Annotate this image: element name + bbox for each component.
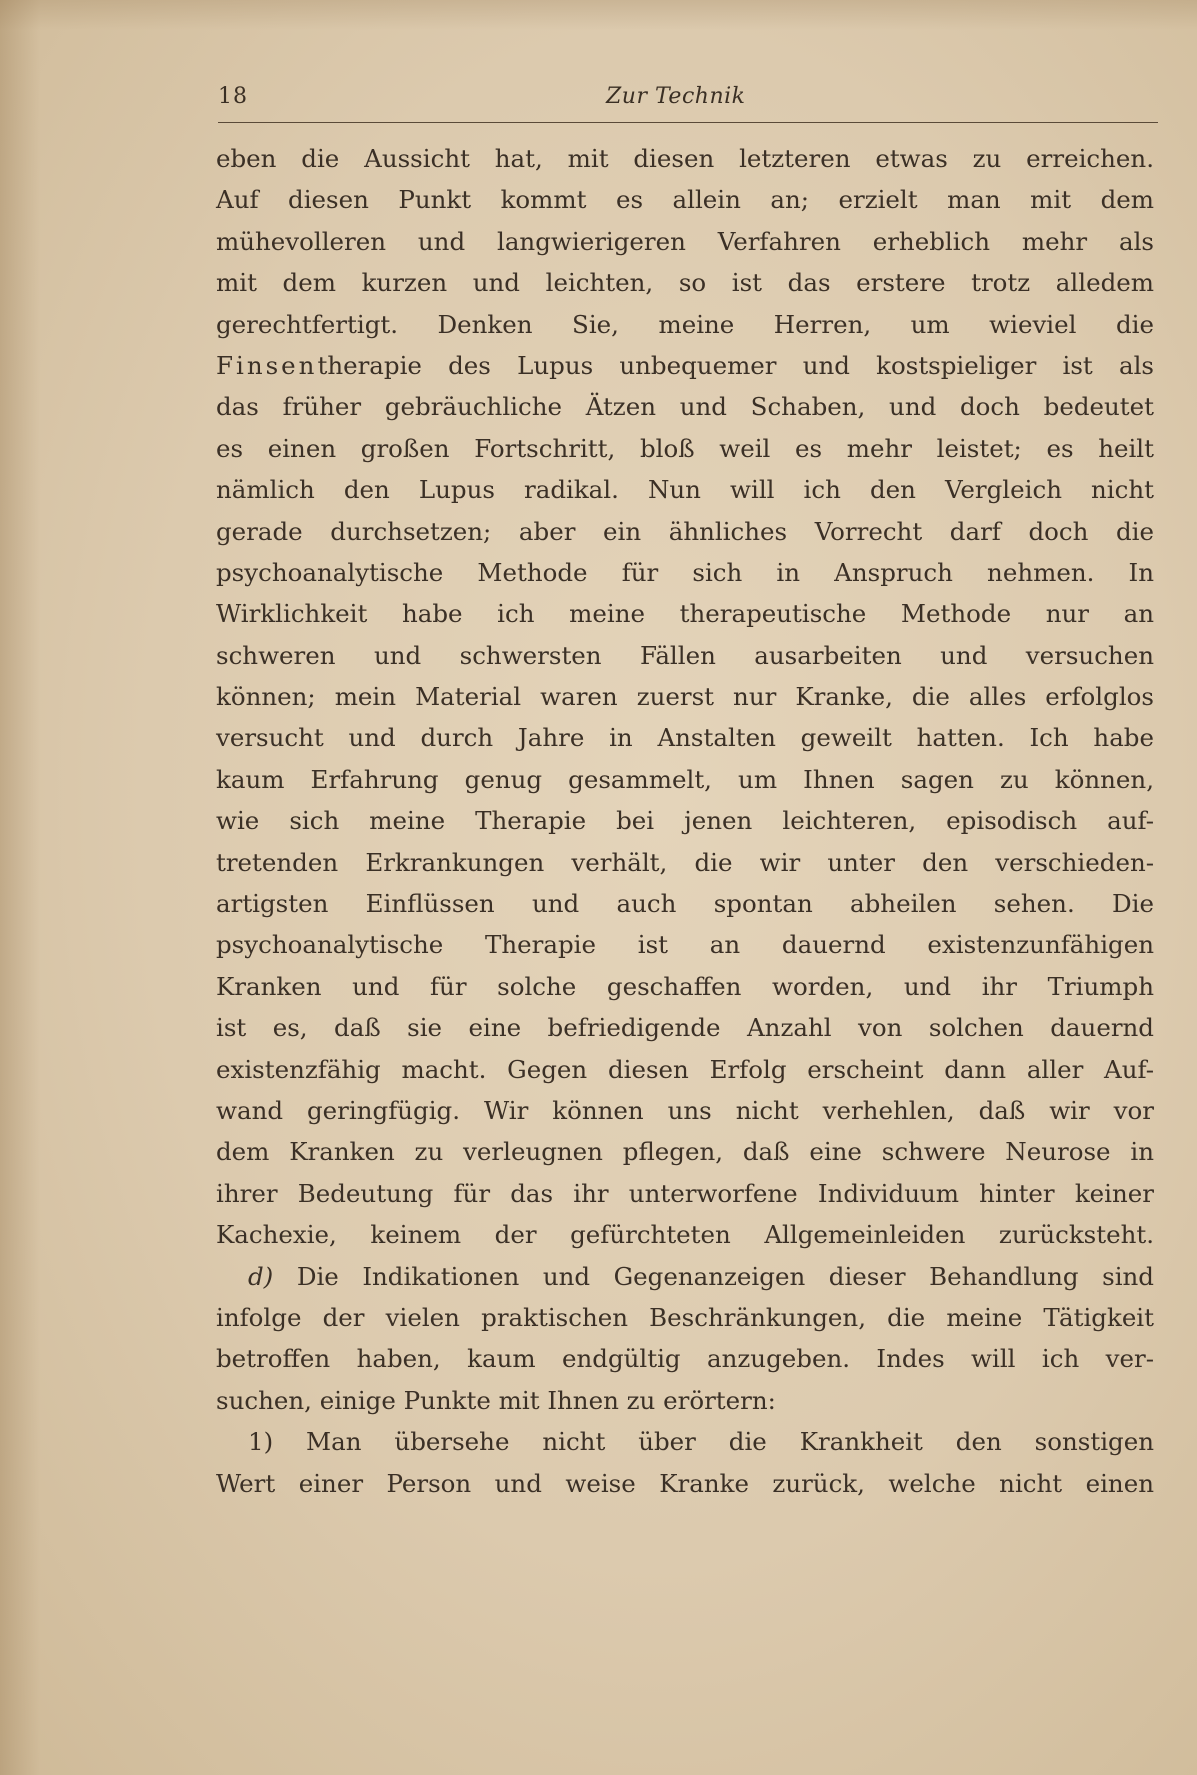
text-line-rest: therapie des Lupus unbequemer und kostspieliger ist als [317, 350, 1154, 380]
text-line: Kachexie, keinem der gefürchteten Allgemeinleiden zurücksteht. [216, 1220, 1154, 1250]
page-header [218, 78, 1158, 122]
text-line: Wirklichkeit habe ich meine therapeutische Methode nur an [216, 599, 1154, 629]
text-line: ist es, daß sie eine befriedigende Anzahl von solchen dauernd [216, 1013, 1154, 1043]
text-line: suchen, einige Punkte mit Ihnen zu erörtern: [216, 1385, 776, 1415]
text-line: kaum Erfahrung genug gesammelt, um Ihnen sagen zu können, [216, 764, 1154, 794]
spaced-word: Finsen [216, 350, 318, 380]
text-line: gerade durchsetzen; aber ein ähnliches Vorrecht darf doch die [216, 516, 1154, 546]
text-line: infolge der vielen praktischen Beschränkungen, die meine Tätigkeit [216, 1302, 1154, 1332]
text-line: gerechtfertigt. Denken Sie, meine Herren, um wieviel die [216, 309, 1154, 339]
paragraph-d-first-line [216, 1256, 1154, 1297]
paragraph-marker: d) [248, 1261, 274, 1291]
text-line: ihrer Bedeutung für das ihr unterworfene Individuum hinter keiner [216, 1178, 1154, 1208]
text-line: mühevolleren und langwierigeren Verfahren erheblich mehr als [216, 226, 1154, 256]
page-number: 18 [218, 84, 248, 109]
header-rule [218, 122, 1158, 123]
text-line: tretenden Erkrankungen verhält, die wir unter den verschieden- [216, 847, 1154, 877]
text-line: schweren und schwersten Fällen ausarbeiten und versuchen [216, 640, 1154, 670]
text-line: Auf diesen Punkt kommt es allein an; erzielt man mit dem [216, 185, 1154, 215]
text-line-rest: Die Indikationen und Gegenanzeigen dieser Behandlung sind [296, 1261, 1154, 1291]
text-line: wand geringfügig. Wir können uns nicht verhehlen, daß wir vor [216, 1095, 1154, 1125]
text-line [216, 345, 1154, 386]
body-text [216, 138, 1154, 1504]
text-line: Kranken und für solche geschaffen worden, und ihr Triumph [216, 971, 1154, 1001]
text-line: eben die Aussicht hat, mit diesen letzteren etwas zu erreichen. [216, 144, 1154, 173]
text-line: wie sich meine Therapie bei jenen leichteren, episodisch auf- [216, 806, 1154, 836]
text-line: es einen großen Fortschritt, bloß weil es mehr leistet; es heilt [216, 433, 1154, 463]
text-line: nämlich den Lupus radikal. Nun will ich den Vergleich nicht [216, 475, 1154, 505]
text-line: dem Kranken zu verleugnen pflegen, daß eine schwere Neurose in [216, 1137, 1154, 1167]
running-title: Zur Technik [606, 84, 746, 109]
text-line: versucht und durch Jahre in Anstalten geweilt hatten. Ich habe [216, 723, 1154, 753]
text-line: existenzfähig macht. Gegen diesen Erfolg erscheint dann aller Auf- [216, 1054, 1154, 1084]
text-line: artigsten Einflüssen und auch spontan abheilen sehen. Die [216, 889, 1154, 919]
text-line: Wert einer Person und weise Kranke zurück, welche nicht einen [216, 1468, 1154, 1498]
text-line: betroffen haben, kaum endgültig anzugeben. Indes will ich ver- [216, 1344, 1154, 1374]
text-line: mit dem kurzen und leichten, so ist das erstere trotz alledem [216, 268, 1154, 298]
text-line: können; mein Material waren zuerst nur Kranke, die alles erfolglos [216, 682, 1154, 712]
text-line: psychoanalytische Methode für sich in Anspruch nehmen. In [216, 557, 1154, 587]
text-line: das früher gebräuchliche Ätzen und Schaben, und doch bedeutet [216, 392, 1154, 422]
paragraph-1-first-line: 1) Man übersehe nicht über die Krankheit den sonstigen [248, 1427, 1154, 1457]
text-line: psychoanalytische Therapie ist an dauernd existenzunfähigen [216, 930, 1154, 960]
